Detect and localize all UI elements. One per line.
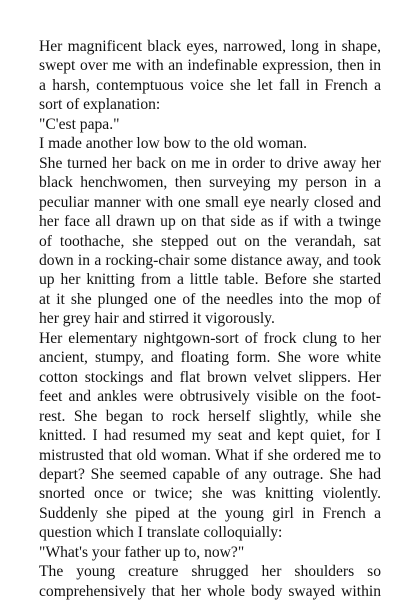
paragraph <box>39 543 381 562</box>
paragraph <box>39 562 381 601</box>
text-line: sort of explanation: <box>39 96 161 114</box>
text-line: of toothache, she stepped out on the verandah, sat <box>39 232 381 250</box>
text-line: ancient, stumpy, and floating form. She wore white <box>39 349 381 367</box>
paragraph <box>39 115 381 134</box>
text-line: her grey hair and stirred it vigorously. <box>39 310 275 328</box>
text-line: peculiar manner with one small eye nearly closed and <box>39 193 381 211</box>
text-line: I made another low bow to the old woman. <box>39 135 308 153</box>
text-line: her face all drawn up on that side as if with a twinge <box>39 213 381 231</box>
text-line: down in a rocking-chair some distance away, and took <box>39 251 381 269</box>
text-line: Her magnificent black eyes, narrowed, long in shape, <box>39 38 381 55</box>
text-line: question which I translate colloquially: <box>39 524 283 542</box>
paragraph <box>39 134 381 153</box>
text-line: Her elementary nightgown-sort of frock clung to her <box>39 329 381 347</box>
text-line: up her knitting from a little table. Before she started <box>39 271 381 289</box>
text-line: rest. She began to rock herself slightly, while she <box>39 407 381 425</box>
text-line: She turned her back on me in order to drive away her <box>39 154 381 172</box>
text-line: feet and ankles were obtrusively visible on the foot- <box>39 388 381 406</box>
text-line: a harsh, contemptuous voice she let fall in French a <box>39 76 381 94</box>
text-line: at it she plunged one of the needles into the mop of <box>39 290 381 308</box>
text-line: snorted once or twice; she was knitting violently. <box>39 485 381 503</box>
text-line: "C'est papa." <box>39 115 120 133</box>
text-line: mistrusted that old woman. What if she ordered me to <box>39 446 381 464</box>
text-line: cotton stockings and flat brown velvet slippers. Her <box>39 368 381 386</box>
text-line: comprehensively that her whole body swayed within <box>39 582 381 600</box>
text-line: depart? She seemed capable of any outrage. She had <box>39 465 381 483</box>
text-line: swept over me with an indefinable expression, then in <box>39 57 381 75</box>
text-line: "What's your father up to, now?" <box>39 543 245 561</box>
paragraph <box>39 37 381 115</box>
text-line: Suddenly she piped at the young girl in French a <box>39 504 381 522</box>
paragraph <box>39 154 381 329</box>
document-page <box>39 37 381 601</box>
text-line: The young creature shrugged her shoulders so <box>39 563 381 581</box>
paragraph <box>39 329 381 543</box>
text-line: black henchwomen, then surveying my person in a <box>39 174 381 192</box>
text-line: knitted. I had resumed my seat and kept quiet, for I <box>39 427 381 445</box>
